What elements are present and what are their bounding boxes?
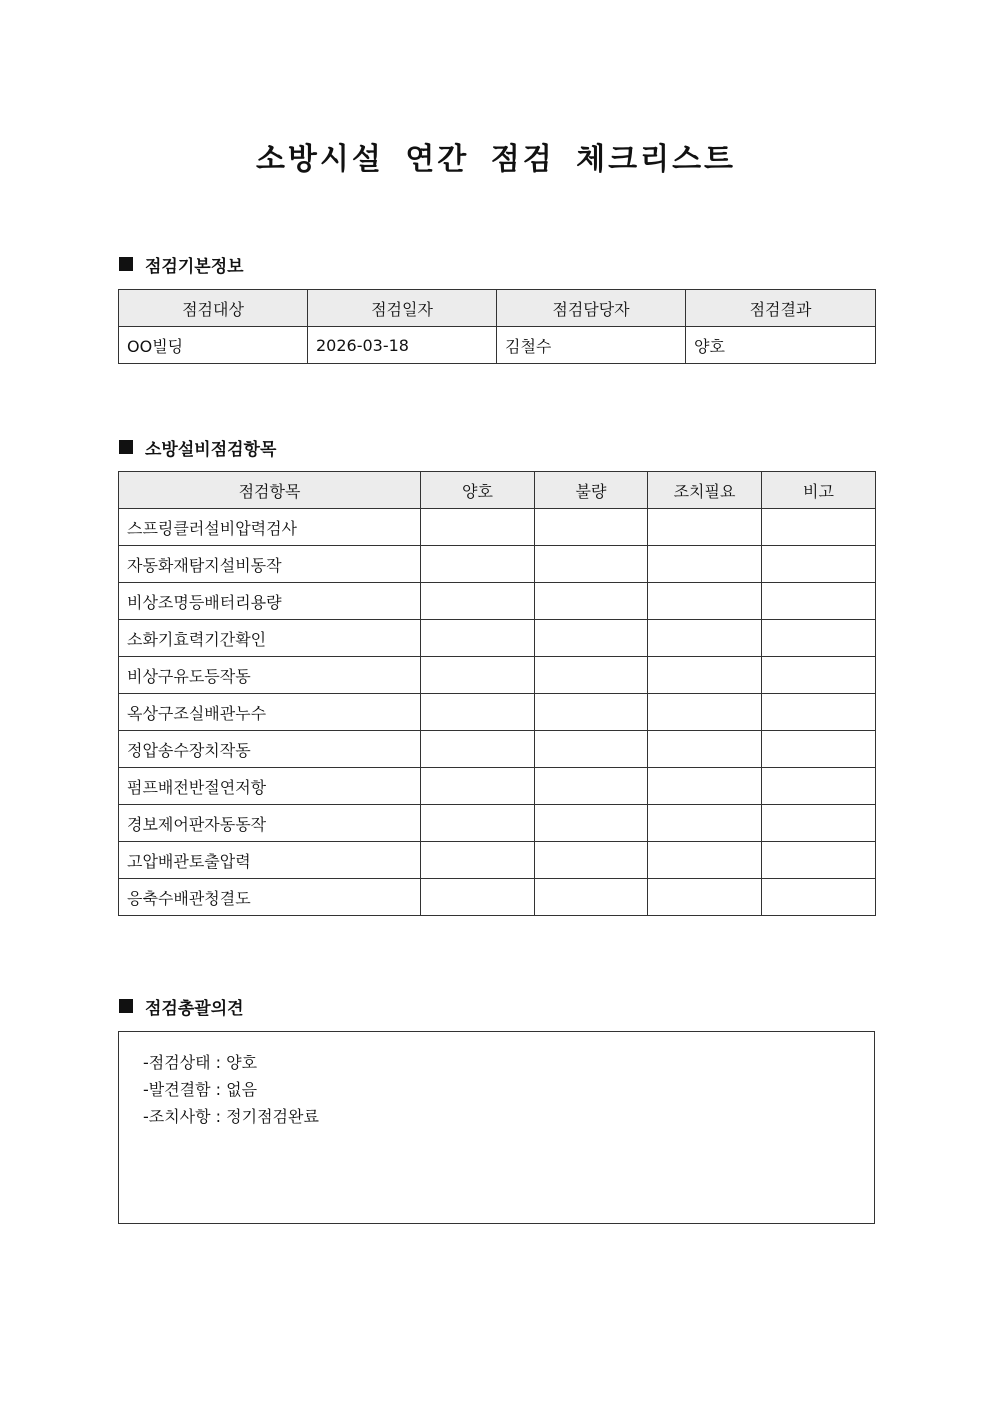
header-cell: 조치필요 bbox=[648, 472, 762, 509]
header-cell: 불량 bbox=[535, 472, 648, 509]
square-bullet-icon bbox=[119, 257, 133, 271]
inspection-item-name: 정압송수장치작동 bbox=[119, 731, 421, 768]
section-heading-label: 점검총괄의견 bbox=[145, 998, 244, 1019]
remarks-cell[interactable] bbox=[762, 842, 876, 879]
good-check-cell[interactable] bbox=[421, 509, 535, 546]
summary-opinion-box bbox=[118, 1031, 875, 1224]
remarks-cell[interactable] bbox=[762, 805, 876, 842]
header-cell: 점검담당자 bbox=[497, 290, 686, 327]
remarks-cell[interactable] bbox=[762, 620, 876, 657]
action-needed-cell[interactable] bbox=[648, 694, 762, 731]
action-needed-cell[interactable] bbox=[648, 546, 762, 583]
table-row bbox=[119, 731, 876, 768]
action-needed-cell[interactable] bbox=[648, 657, 762, 694]
inspection-items-table bbox=[118, 471, 876, 916]
square-bullet-icon bbox=[119, 440, 133, 454]
inspection-item-name: 응축수배관청결도 bbox=[119, 879, 421, 916]
inspection-item-name: 고압배관토출압력 bbox=[119, 842, 421, 879]
remarks-cell[interactable] bbox=[762, 731, 876, 768]
header-cell: 점검대상 bbox=[119, 290, 308, 327]
bad-check-cell[interactable] bbox=[535, 694, 648, 731]
inspection-item-name: 비상조명등배터리용량 bbox=[119, 583, 421, 620]
bad-check-cell[interactable] bbox=[535, 509, 648, 546]
inspector-cell: 김철수 bbox=[497, 327, 686, 364]
action-needed-cell[interactable] bbox=[648, 620, 762, 657]
section-heading-label: 점검기본정보 bbox=[145, 256, 244, 277]
table-row bbox=[119, 546, 876, 583]
basic-info-table bbox=[118, 289, 876, 364]
remarks-cell[interactable] bbox=[762, 546, 876, 583]
header-cell: 점검일자 bbox=[308, 290, 497, 327]
good-check-cell[interactable] bbox=[421, 657, 535, 694]
inspection-item-name: 비상구유도등작동 bbox=[119, 657, 421, 694]
good-check-cell[interactable] bbox=[421, 731, 535, 768]
inspection-result-cell: 양호 bbox=[686, 327, 876, 364]
table-row bbox=[119, 620, 876, 657]
remarks-cell[interactable] bbox=[762, 583, 876, 620]
bad-check-cell[interactable] bbox=[535, 768, 648, 805]
good-check-cell[interactable] bbox=[421, 620, 535, 657]
table-row bbox=[119, 694, 876, 731]
inspection-item-name: 소화기효력기간확인 bbox=[119, 620, 421, 657]
action-needed-cell[interactable] bbox=[648, 768, 762, 805]
bad-check-cell[interactable] bbox=[535, 805, 648, 842]
header-cell: 비고 bbox=[762, 472, 876, 509]
action-needed-cell[interactable] bbox=[648, 879, 762, 916]
summary-line: -조치사항 : 정기점검완료 bbox=[143, 1107, 319, 1126]
remarks-cell[interactable] bbox=[762, 657, 876, 694]
table-row bbox=[119, 583, 876, 620]
good-check-cell[interactable] bbox=[421, 805, 535, 842]
bad-check-cell[interactable] bbox=[535, 879, 648, 916]
action-needed-cell[interactable] bbox=[648, 731, 762, 768]
inspection-date-cell: 2026-03-18 bbox=[308, 327, 497, 364]
inspection-item-name: 옥상구조실배관누수 bbox=[119, 694, 421, 731]
header-cell: 양호 bbox=[421, 472, 535, 509]
table-header-row bbox=[119, 472, 876, 509]
page-title: 소방시설 연간 점검 체크리스트 bbox=[255, 142, 737, 177]
summary-line: -발견결함 : 없음 bbox=[143, 1080, 258, 1099]
table-row bbox=[119, 879, 876, 916]
table-row bbox=[119, 768, 876, 805]
bad-check-cell[interactable] bbox=[535, 620, 648, 657]
good-check-cell[interactable] bbox=[421, 768, 535, 805]
table-row bbox=[119, 657, 876, 694]
bad-check-cell[interactable] bbox=[535, 657, 648, 694]
section-heading-summary bbox=[119, 994, 244, 1018]
bad-check-cell[interactable] bbox=[535, 546, 648, 583]
table-row bbox=[119, 805, 876, 842]
bad-check-cell[interactable] bbox=[535, 842, 648, 879]
square-bullet-icon bbox=[119, 999, 133, 1013]
table-row bbox=[119, 327, 876, 364]
good-check-cell[interactable] bbox=[421, 694, 535, 731]
header-cell: 점검항목 bbox=[119, 472, 421, 509]
remarks-cell[interactable] bbox=[762, 879, 876, 916]
inspection-item-name: 펌프배전반절연저항 bbox=[119, 768, 421, 805]
good-check-cell[interactable] bbox=[421, 583, 535, 620]
remarks-cell[interactable] bbox=[762, 509, 876, 546]
action-needed-cell[interactable] bbox=[648, 842, 762, 879]
inspection-item-name: 자동화재탐지설비동작 bbox=[119, 546, 421, 583]
good-check-cell[interactable] bbox=[421, 879, 535, 916]
table-row bbox=[119, 509, 876, 546]
summary-line: -점검상태 : 양호 bbox=[143, 1053, 258, 1072]
good-check-cell[interactable] bbox=[421, 546, 535, 583]
inspection-target-cell: OO빌딩 bbox=[119, 327, 308, 364]
good-check-cell[interactable] bbox=[421, 842, 535, 879]
header-cell: 점검결과 bbox=[686, 290, 876, 327]
inspection-item-name: 스프링클러설비압력검사 bbox=[119, 509, 421, 546]
section-heading-items bbox=[119, 435, 276, 459]
section-heading-basic-info bbox=[119, 252, 244, 276]
inspection-item-name: 경보제어판자동동작 bbox=[119, 805, 421, 842]
table-row bbox=[119, 842, 876, 879]
bad-check-cell[interactable] bbox=[535, 731, 648, 768]
action-needed-cell[interactable] bbox=[648, 509, 762, 546]
remarks-cell[interactable] bbox=[762, 768, 876, 805]
bad-check-cell[interactable] bbox=[535, 583, 648, 620]
section-heading-label: 소방설비점검항목 bbox=[145, 439, 277, 460]
table-header-row bbox=[119, 290, 876, 327]
action-needed-cell[interactable] bbox=[648, 583, 762, 620]
remarks-cell[interactable] bbox=[762, 694, 876, 731]
action-needed-cell[interactable] bbox=[648, 805, 762, 842]
